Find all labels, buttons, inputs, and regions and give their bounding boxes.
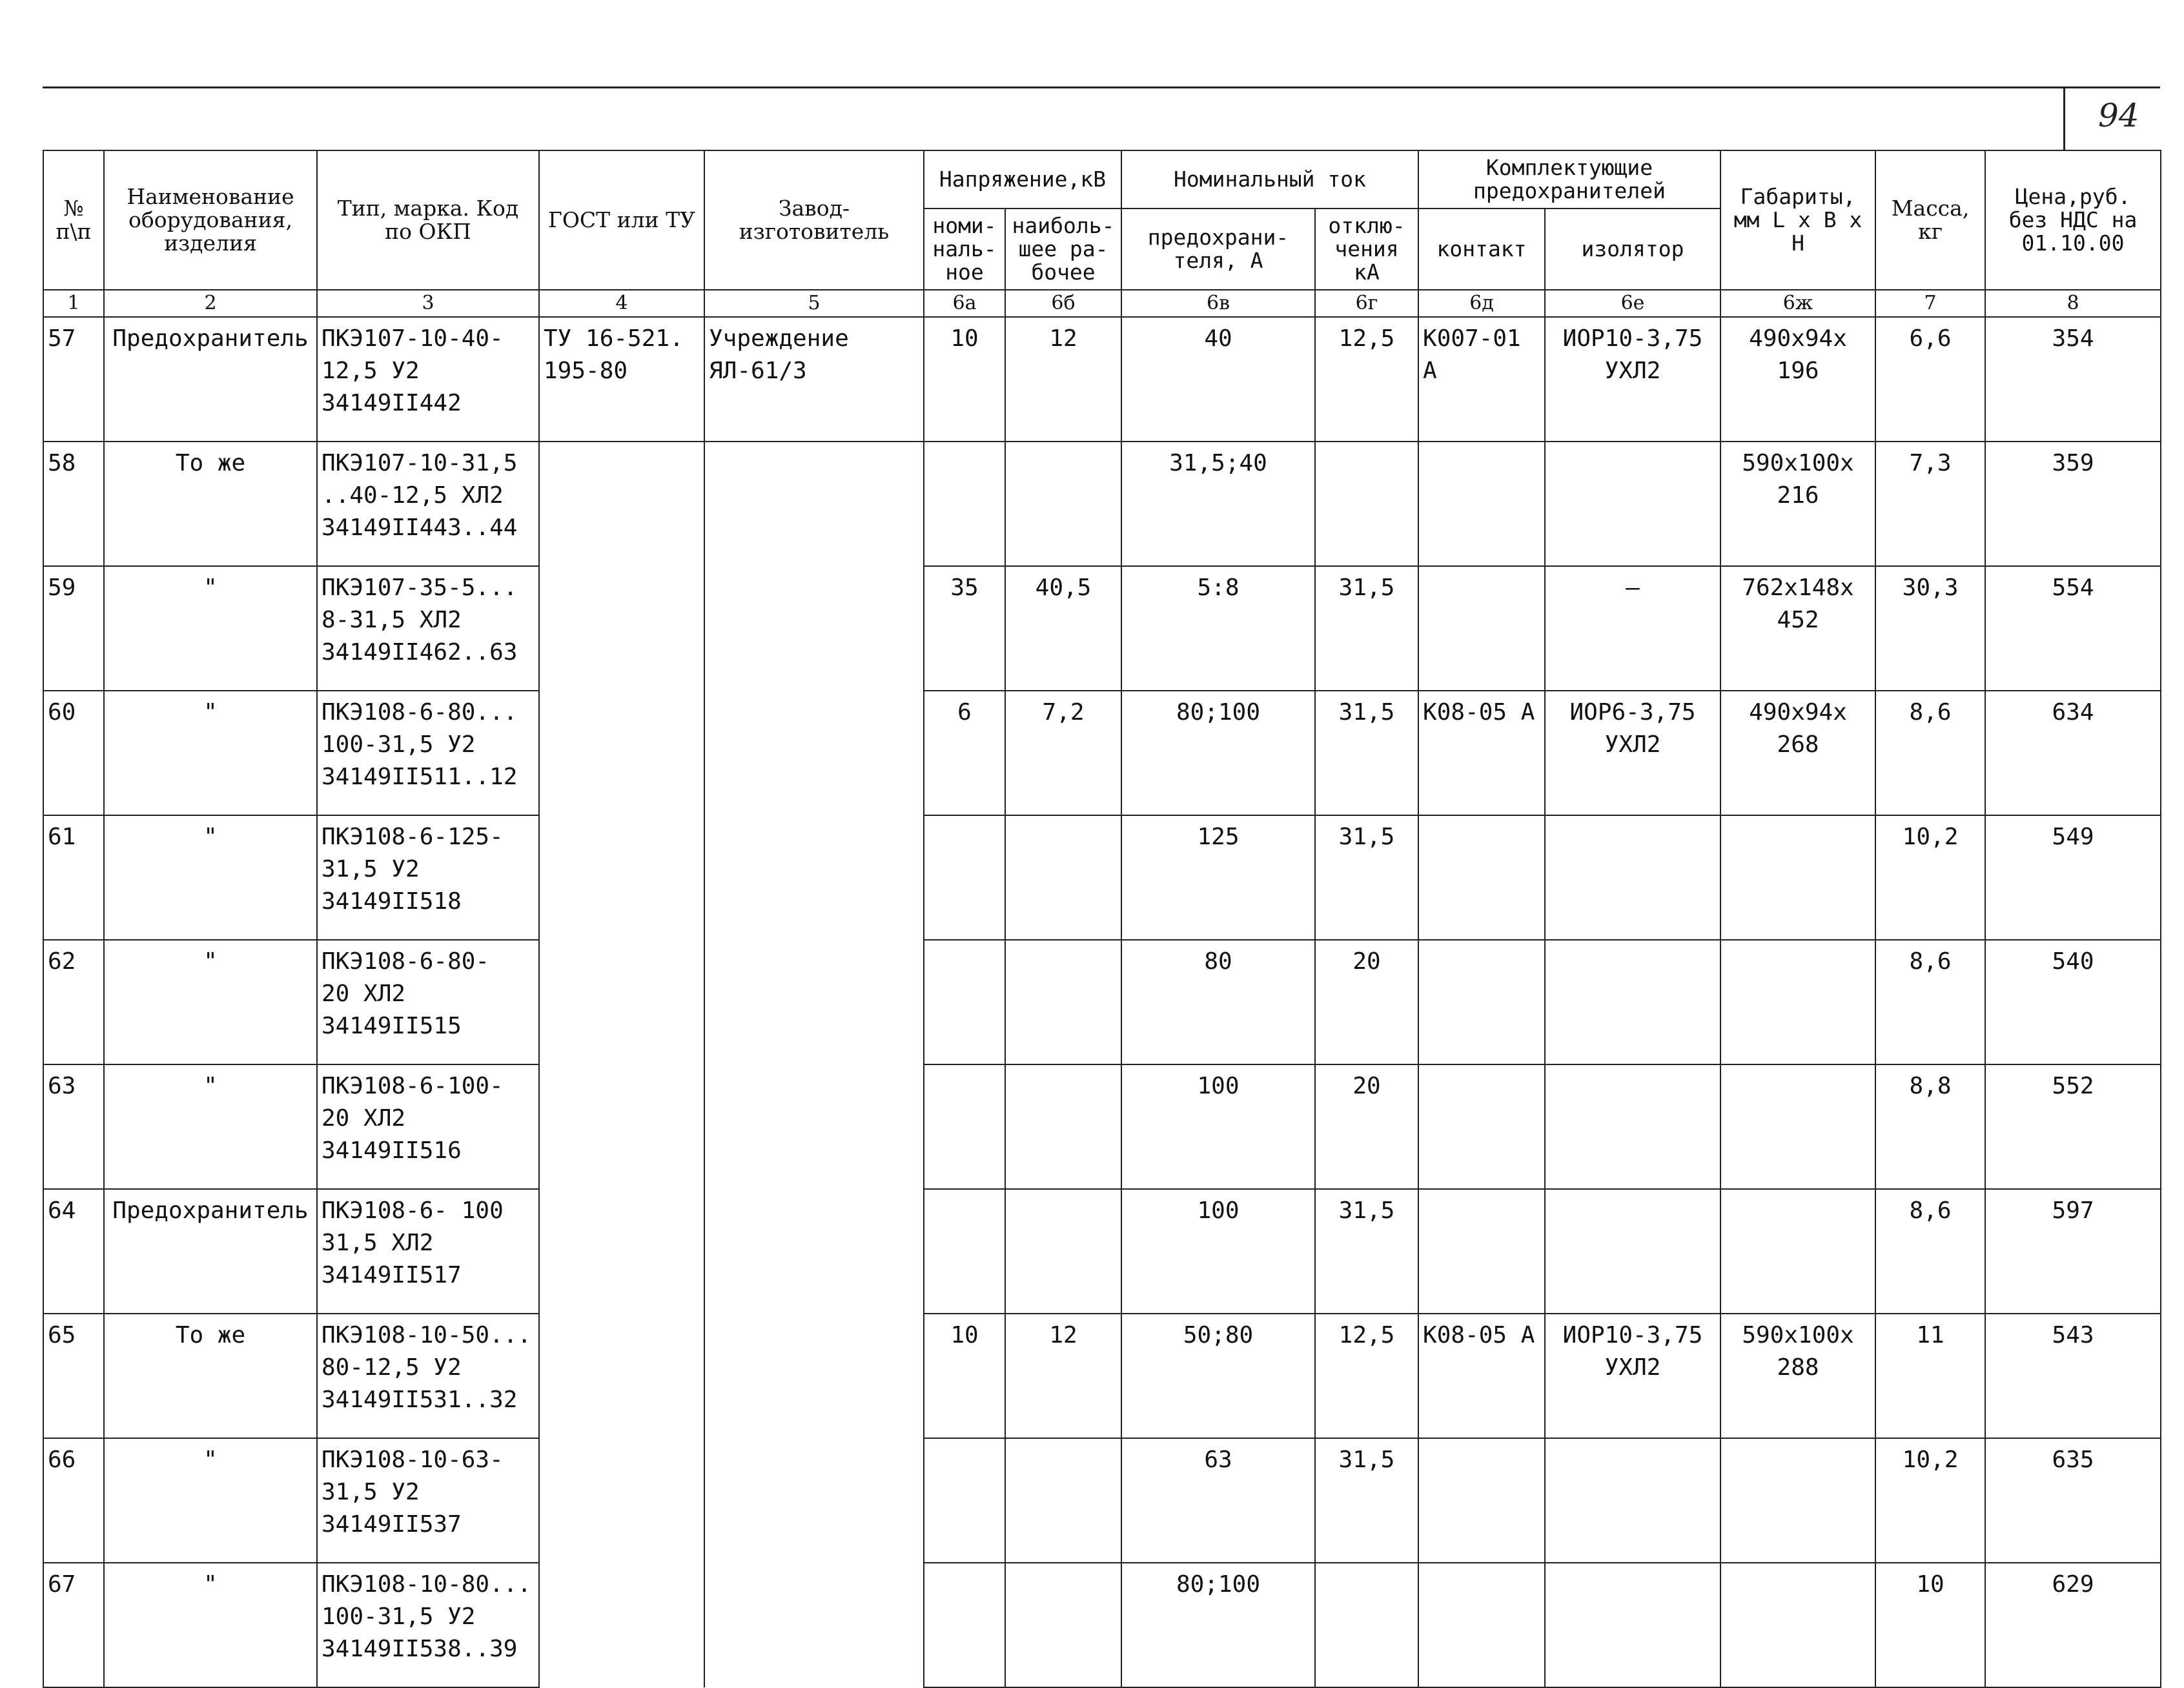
cell-price: 634 — [1985, 691, 2161, 815]
table-body — [43, 317, 2161, 1687]
cell-insulator: ИОР6-3,75 УХЛ2 — [1545, 691, 1720, 815]
cell-name: " — [104, 940, 317, 1064]
cell-i-off: 31,5 — [1315, 1438, 1418, 1563]
cell-number: 64 — [43, 1189, 104, 1314]
cell-price: 552 — [1985, 1064, 2161, 1189]
column-number: 4 — [539, 290, 704, 317]
cell-insulator — [1545, 1064, 1720, 1189]
cell-u-max — [1005, 815, 1121, 940]
cell-contact — [1418, 1064, 1545, 1189]
cell-i-fuse: 63 — [1121, 1438, 1315, 1563]
column-number: 1 — [43, 290, 104, 317]
cell-contact — [1418, 1438, 1545, 1563]
cell-mass: 8,6 — [1875, 1189, 1985, 1314]
cell-gost: ТУ 16-521. 195-80 — [539, 317, 704, 442]
cell-maker — [704, 566, 924, 691]
header-col-number: № п\п — [43, 150, 104, 290]
cell-dimensions: 590x100x 288 — [1720, 1314, 1875, 1438]
header-row-1 — [43, 150, 2161, 208]
cell-mass: 8,6 — [1875, 940, 1985, 1064]
fuse-price-table — [43, 150, 2161, 1688]
cell-gost — [539, 1189, 704, 1314]
column-number: 6б — [1005, 290, 1121, 317]
cell-type: ПКЭ107-10-40- 12,5 У2 34149II442 — [317, 317, 539, 442]
cell-u-max: 12 — [1005, 1314, 1121, 1438]
cell-i-fuse: 80 — [1121, 940, 1315, 1064]
cell-contact — [1418, 1189, 1545, 1314]
cell-u-nom — [924, 1064, 1005, 1189]
cell-contact: К08-05 А — [1418, 1314, 1545, 1438]
cell-mass: 10 — [1875, 1563, 1985, 1687]
column-number: 6д — [1418, 290, 1545, 317]
table-row — [43, 1563, 2161, 1687]
cell-mass: 8,8 — [1875, 1064, 1985, 1189]
table-row — [43, 1064, 2161, 1189]
cell-u-max: 12 — [1005, 317, 1121, 442]
cell-i-off: 31,5 — [1315, 566, 1418, 691]
cell-i-off: 12,5 — [1315, 1314, 1418, 1438]
cell-name: " — [104, 815, 317, 940]
cell-mass: 6,6 — [1875, 317, 1985, 442]
header-col-6e: изолятор — [1545, 208, 1720, 290]
cell-name: То же — [104, 442, 317, 566]
cell-contact — [1418, 1563, 1545, 1687]
cell-gost — [539, 566, 704, 691]
cell-i-fuse: 80;100 — [1121, 691, 1315, 815]
cell-type: ПКЭ108-6-80... 100-31,5 У2 34149II511..12 — [317, 691, 539, 815]
cell-u-nom — [924, 1189, 1005, 1314]
cell-maker: Учреждение ЯЛ-61/3 — [704, 317, 924, 442]
cell-type: ПКЭ107-35-5... 8-31,5 ХЛ2 34149II462..63 — [317, 566, 539, 691]
cell-contact — [1418, 566, 1545, 691]
cell-i-fuse: 5:8 — [1121, 566, 1315, 691]
cell-type: ПКЭ108-6- 100 31,5 ХЛ2 34149II517 — [317, 1189, 539, 1314]
cell-i-fuse: 50;80 — [1121, 1314, 1315, 1438]
header-col-maker: Завод-изготовитель — [704, 150, 924, 290]
cell-type: ПКЭ108-6-100- 20 ХЛ2 34149II516 — [317, 1064, 539, 1189]
cell-mass: 10,2 — [1875, 815, 1985, 940]
header-col-price: Цена,руб. без НДС на 01.10.00 — [1985, 150, 2161, 290]
cell-number: 59 — [43, 566, 104, 691]
cell-i-off: 31,5 — [1315, 691, 1418, 815]
header-col-6g: отклю-чения кА — [1315, 208, 1418, 290]
cell-maker — [704, 1189, 924, 1314]
cell-mass: 8,6 — [1875, 691, 1985, 815]
table-row — [43, 1314, 2161, 1438]
table-row — [43, 1189, 2161, 1314]
cell-contact: К08-05 А — [1418, 691, 1545, 815]
cell-number: 60 — [43, 691, 104, 815]
cell-number: 65 — [43, 1314, 104, 1438]
header-current-group: Номинальный ток — [1121, 150, 1418, 208]
cell-maker — [704, 1438, 924, 1563]
cell-mass: 30,3 — [1875, 566, 1985, 691]
cell-i-off: 12,5 — [1315, 317, 1418, 442]
column-number: 7 — [1875, 290, 1985, 317]
cell-dimensions — [1720, 1064, 1875, 1189]
cell-insulator: — — [1545, 566, 1720, 691]
cell-maker — [704, 815, 924, 940]
cell-gost — [539, 940, 704, 1064]
cell-insulator: ИОР10-3,75 УХЛ2 — [1545, 317, 1720, 442]
cell-name: Предохранитель — [104, 317, 317, 442]
cell-price: 543 — [1985, 1314, 2161, 1438]
cell-number: 57 — [43, 317, 104, 442]
cell-insulator — [1545, 815, 1720, 940]
cell-price: 549 — [1985, 815, 2161, 940]
cell-maker — [704, 1064, 924, 1189]
column-number: 6г — [1315, 290, 1418, 317]
cell-i-fuse: 125 — [1121, 815, 1315, 940]
cell-u-max: 7,2 — [1005, 691, 1121, 815]
cell-type: ПКЭ108-10-63- 31,5 У2 34149II537 — [317, 1438, 539, 1563]
cell-u-max — [1005, 1438, 1121, 1563]
cell-gost — [539, 1438, 704, 1563]
table-row — [43, 566, 2161, 691]
column-number: 6а — [924, 290, 1005, 317]
cell-maker — [704, 1563, 924, 1687]
cell-u-max: 40,5 — [1005, 566, 1121, 691]
cell-contact — [1418, 442, 1545, 566]
cell-mass: 10,2 — [1875, 1438, 1985, 1563]
cell-insulator — [1545, 1438, 1720, 1563]
cell-name: " — [104, 691, 317, 815]
cell-dimensions — [1720, 1189, 1875, 1314]
cell-maker — [704, 1314, 924, 1438]
table-row — [43, 691, 2161, 815]
cell-i-off — [1315, 1563, 1418, 1687]
header-col-dimensions: Габариты, мм L x B x H — [1720, 150, 1875, 290]
cell-price: 540 — [1985, 940, 2161, 1064]
column-number: 6в — [1121, 290, 1315, 317]
cell-insulator — [1545, 1189, 1720, 1314]
header-col-6d: контакт — [1418, 208, 1545, 290]
cell-number: 66 — [43, 1438, 104, 1563]
column-number: 6е — [1545, 290, 1720, 317]
cell-u-max — [1005, 1064, 1121, 1189]
cell-u-max — [1005, 1563, 1121, 1687]
cell-gost — [539, 691, 704, 815]
page-number-divider — [2063, 86, 2065, 151]
cell-i-off — [1315, 442, 1418, 566]
cell-i-fuse: 100 — [1121, 1189, 1315, 1314]
cell-price: 597 — [1985, 1189, 2161, 1314]
cell-dimensions — [1720, 1438, 1875, 1563]
cell-insulator: ИОР10-3,75 УХЛ2 — [1545, 1314, 1720, 1438]
cell-type: ПКЭ107-10-31,5 ..40-12,5 ХЛ2 34149II443..44 — [317, 442, 539, 566]
cell-u-max — [1005, 940, 1121, 1064]
cell-u-nom — [924, 1438, 1005, 1563]
cell-gost — [539, 442, 704, 566]
cell-i-fuse: 80;100 — [1121, 1563, 1315, 1687]
cell-number: 63 — [43, 1064, 104, 1189]
cell-contact — [1418, 815, 1545, 940]
cell-u-nom: 10 — [924, 317, 1005, 442]
cell-name: Предохранитель — [104, 1189, 317, 1314]
cell-number: 61 — [43, 815, 104, 940]
cell-i-off: 31,5 — [1315, 815, 1418, 940]
table-row — [43, 317, 2161, 442]
cell-insulator — [1545, 442, 1720, 566]
cell-u-nom — [924, 442, 1005, 566]
cell-u-max — [1005, 442, 1121, 566]
top-frame-line — [43, 86, 2160, 88]
table-row — [43, 442, 2161, 566]
cell-i-off: 20 — [1315, 1064, 1418, 1189]
cell-name: " — [104, 1438, 317, 1563]
cell-price: 554 — [1985, 566, 2161, 691]
header-components-group: Комплектующие предохранителей — [1418, 150, 1720, 208]
cell-gost — [539, 815, 704, 940]
column-number: 8 — [1985, 290, 2161, 317]
cell-name: То же — [104, 1314, 317, 1438]
header-col-6v: предохрани-теля, А — [1121, 208, 1315, 290]
page-number: 94 — [2098, 97, 2139, 134]
cell-u-nom: 6 — [924, 691, 1005, 815]
cell-insulator — [1545, 1563, 1720, 1687]
cell-price: 354 — [1985, 317, 2161, 442]
table-row — [43, 940, 2161, 1064]
column-number: 5 — [704, 290, 924, 317]
cell-u-nom — [924, 1563, 1005, 1687]
cell-mass: 7,3 — [1875, 442, 1985, 566]
header-voltage-group: Напряжение,кВ — [924, 150, 1121, 208]
header-col-gost: ГОСТ или ТУ — [539, 150, 704, 290]
cell-dimensions — [1720, 815, 1875, 940]
cell-u-nom — [924, 815, 1005, 940]
cell-u-nom: 35 — [924, 566, 1005, 691]
cell-type: ПКЭ108-10-50... 80-12,5 У2 34149II531..32 — [317, 1314, 539, 1438]
header-col-type: Тип, марка. Код по ОКП — [317, 150, 539, 290]
cell-price: 359 — [1985, 442, 2161, 566]
cell-dimensions — [1720, 1563, 1875, 1687]
header-col-6a: номи-наль-ное — [924, 208, 1005, 290]
cell-maker — [704, 940, 924, 1064]
cell-price: 629 — [1985, 1563, 2161, 1687]
cell-gost — [539, 1314, 704, 1438]
column-number: 6ж — [1720, 290, 1875, 317]
cell-insulator — [1545, 940, 1720, 1064]
column-number: 2 — [104, 290, 317, 317]
cell-contact: К007-01 А — [1418, 317, 1545, 442]
header-col-6b: наиболь-шее ра-бочее — [1005, 208, 1121, 290]
cell-i-off: 20 — [1315, 940, 1418, 1064]
cell-gost — [539, 1064, 704, 1189]
cell-gost — [539, 1563, 704, 1687]
cell-dimensions: 590x100x 216 — [1720, 442, 1875, 566]
cell-u-max — [1005, 1189, 1121, 1314]
cell-dimensions: 762x148x 452 — [1720, 566, 1875, 691]
cell-type: ПКЭ108-6-125- 31,5 У2 34149II518 — [317, 815, 539, 940]
cell-contact — [1418, 940, 1545, 1064]
header-col-mass: Масса, кг — [1875, 150, 1985, 290]
cell-type: ПКЭ108-10-80... 100-31,5 У2 34149II538..39 — [317, 1563, 539, 1687]
cell-maker — [704, 691, 924, 815]
header-col-name: Наименование оборудования, изделия — [104, 150, 317, 290]
table-row — [43, 1438, 2161, 1563]
cell-dimensions — [1720, 940, 1875, 1064]
cell-i-fuse: 100 — [1121, 1064, 1315, 1189]
cell-name: " — [104, 1563, 317, 1687]
cell-u-nom — [924, 940, 1005, 1064]
cell-u-nom: 10 — [924, 1314, 1005, 1438]
cell-dimensions: 490x94x 268 — [1720, 691, 1875, 815]
cell-number: 58 — [43, 442, 104, 566]
cell-dimensions: 490x94x 196 — [1720, 317, 1875, 442]
cell-i-fuse: 40 — [1121, 317, 1315, 442]
column-number-row — [43, 290, 2161, 317]
column-number: 3 — [317, 290, 539, 317]
cell-i-fuse: 31,5;40 — [1121, 442, 1315, 566]
table-row — [43, 815, 2161, 940]
cell-mass: 11 — [1875, 1314, 1985, 1438]
cell-maker — [704, 442, 924, 566]
cell-i-off: 31,5 — [1315, 1189, 1418, 1314]
cell-number: 67 — [43, 1563, 104, 1687]
cell-price: 635 — [1985, 1438, 2161, 1563]
cell-name: " — [104, 1064, 317, 1189]
cell-type: ПКЭ108-6-80- 20 ХЛ2 34149II515 — [317, 940, 539, 1064]
cell-name: " — [104, 566, 317, 691]
cell-number: 62 — [43, 940, 104, 1064]
